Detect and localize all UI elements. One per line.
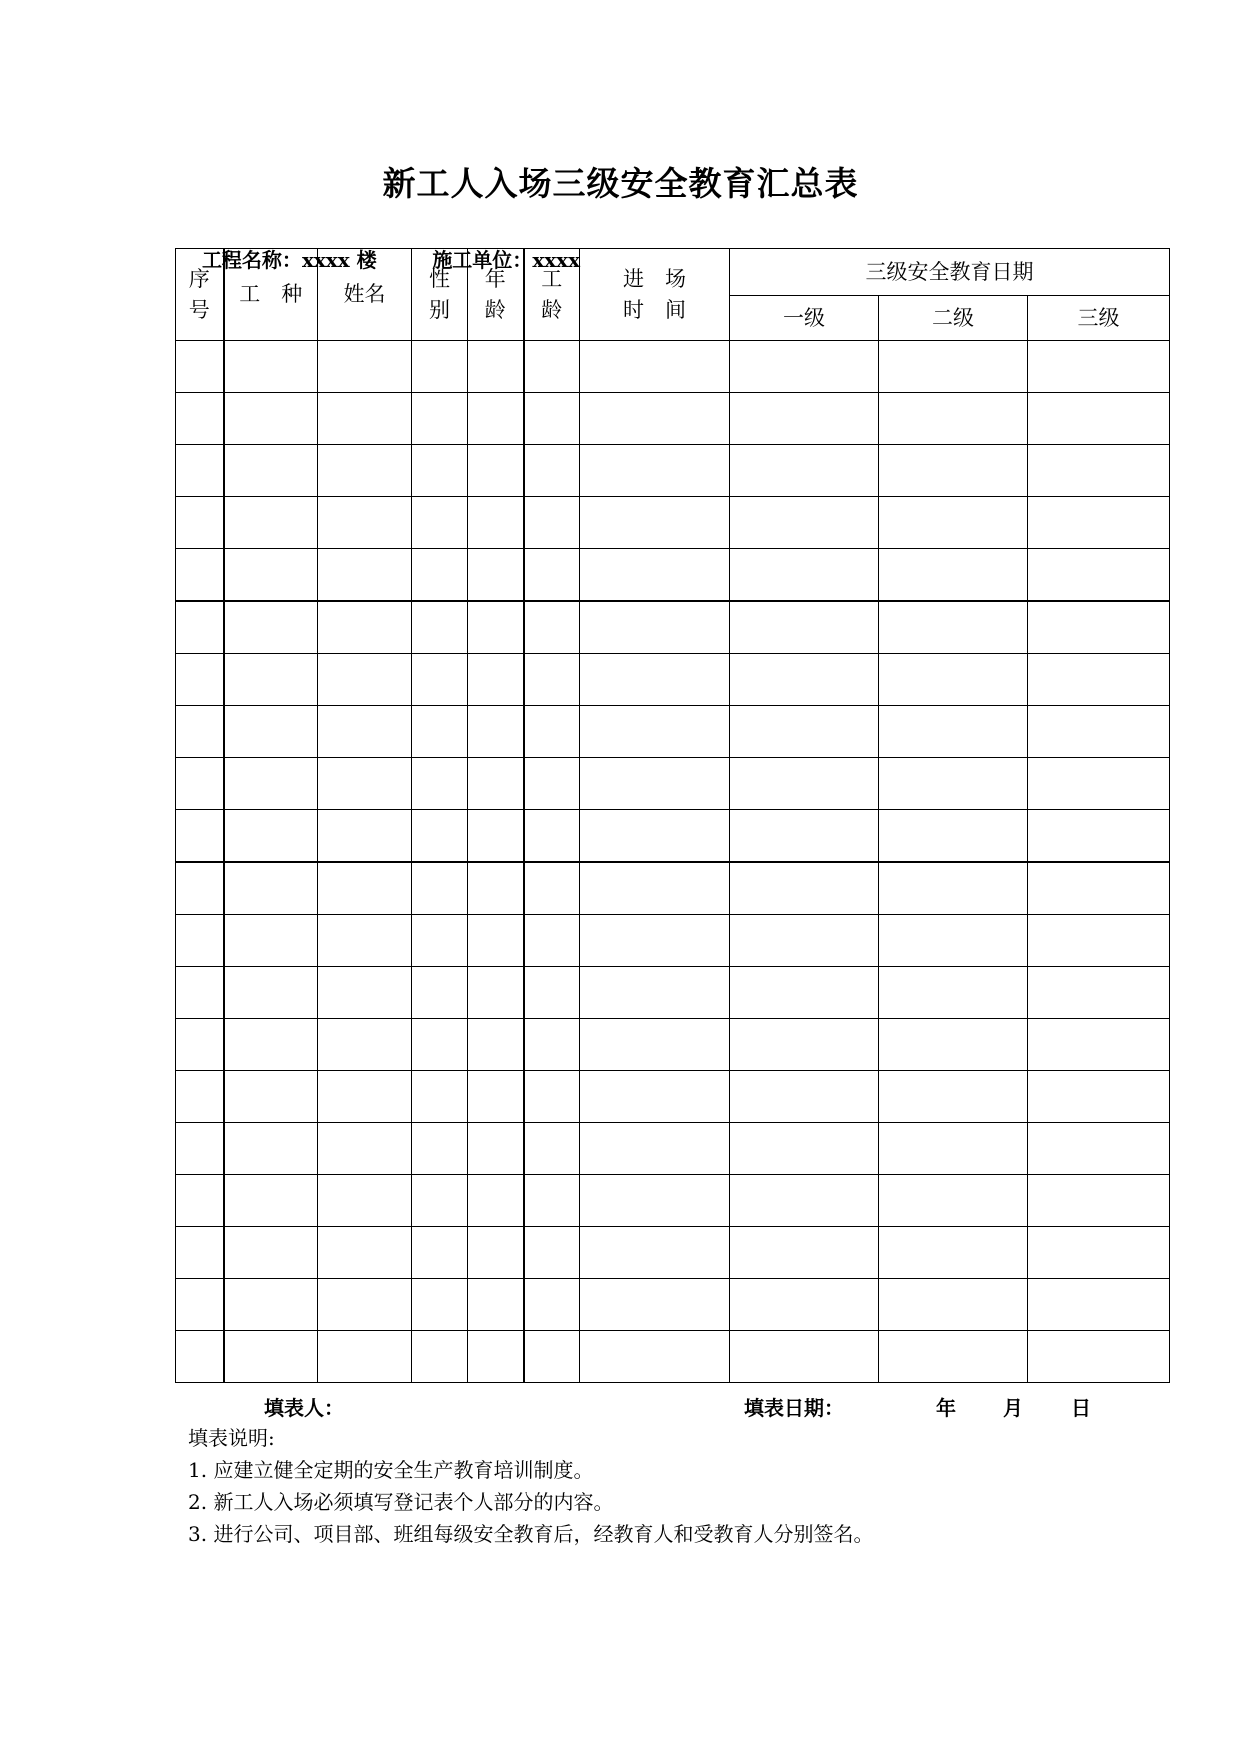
table-cell[interactable] [879,915,1028,967]
table-cell[interactable] [412,758,468,810]
table-cell[interactable] [730,1123,879,1175]
table-cell[interactable] [176,497,224,549]
header-trade: 工 种 [224,249,318,341]
table-cell[interactable] [176,1331,224,1383]
table-cell[interactable] [730,549,879,602]
table-cell[interactable] [580,706,730,758]
table-cell[interactable] [524,393,580,445]
table-cell[interactable] [730,497,879,549]
education-summary-table [175,248,1170,1383]
table-cell[interactable] [730,1279,879,1331]
table-cell[interactable] [224,706,318,758]
table-cell[interactable] [730,967,879,1019]
table-cell[interactable] [318,601,412,654]
table-cell[interactable] [412,393,468,445]
project-name-value: xxxx 楼 [301,248,377,272]
table-cell[interactable] [524,1123,580,1175]
table-cell[interactable] [468,1227,524,1279]
table-cell[interactable] [730,758,879,810]
table-cell[interactable] [879,1227,1028,1279]
table-cell[interactable] [524,758,580,810]
table-cell[interactable] [524,915,580,967]
table-cell[interactable] [1028,497,1170,549]
table-cell[interactable] [224,1071,318,1123]
table-cell[interactable] [524,1019,580,1071]
table-cell[interactable] [224,862,318,915]
table-cell[interactable] [176,1071,224,1123]
table-cell[interactable] [524,1279,580,1331]
table-cell[interactable] [176,601,224,654]
table-cell[interactable] [468,810,524,863]
table-cell[interactable] [730,1019,879,1071]
table-row [176,549,1170,602]
table-cell[interactable] [730,810,879,863]
table-cell[interactable] [1028,1279,1170,1331]
table-cell[interactable] [412,810,468,863]
table-cell[interactable] [580,393,730,445]
table-cell[interactable] [318,445,412,497]
note-item: 2. 新工人入场必须填写登记表个人部分的内容。 [188,1490,614,1514]
table-body [176,341,1170,1383]
table-cell[interactable] [176,967,224,1019]
table-cell[interactable] [176,1279,224,1331]
table-cell[interactable] [412,967,468,1019]
table-cell[interactable] [1028,967,1170,1019]
table-cell[interactable] [524,654,580,706]
table-cell[interactable] [580,549,730,602]
table-cell[interactable] [224,1175,318,1227]
table-row [176,706,1170,758]
table-cell[interactable] [224,393,318,445]
table-row [176,341,1170,393]
notes-heading: 填表说明: [188,1426,275,1450]
header-gender: 性 别 [412,249,468,341]
table-cell[interactable] [224,445,318,497]
table-cell[interactable] [468,654,524,706]
table-cell[interactable] [412,1019,468,1071]
table-cell[interactable] [580,1175,730,1227]
table-cell[interactable] [224,810,318,863]
table-cell[interactable] [524,341,580,393]
table-cell[interactable] [524,706,580,758]
table-cell[interactable] [176,706,224,758]
header-entry-time: 进 场 时 间 [580,249,730,341]
table-cell[interactable] [879,706,1028,758]
table-cell[interactable] [468,601,524,654]
table-cell[interactable] [176,1227,224,1279]
table-cell[interactable] [468,758,524,810]
table-cell[interactable] [468,1175,524,1227]
table-cell[interactable] [224,1279,318,1331]
table-cell[interactable] [730,341,879,393]
header-level-2: 二级 [879,296,1028,341]
table-cell[interactable] [580,1227,730,1279]
table-cell[interactable] [318,1019,412,1071]
table-cell[interactable] [224,1331,318,1383]
table-cell[interactable] [1028,445,1170,497]
table-cell[interactable] [468,1123,524,1175]
date-year-label: 年 [936,1396,956,1420]
table-cell[interactable] [524,1175,580,1227]
table-cell[interactable] [176,341,224,393]
table-cell[interactable] [879,445,1028,497]
table-cell[interactable] [580,967,730,1019]
fill-date-label: 填表日期： [744,1396,844,1420]
table-cell[interactable] [468,393,524,445]
table-cell[interactable] [224,967,318,1019]
table-cell[interactable] [580,497,730,549]
table-cell[interactable] [580,1019,730,1071]
table-cell[interactable] [468,1071,524,1123]
table-cell[interactable] [468,706,524,758]
table-cell[interactable] [224,497,318,549]
table-cell[interactable] [1028,1123,1170,1175]
table-cell[interactable] [1028,1175,1170,1227]
table-cell[interactable] [318,1279,412,1331]
table-cell[interactable] [1028,915,1170,967]
table-cell[interactable] [176,862,224,915]
table-cell[interactable] [468,967,524,1019]
project-name-label: 工程名称： [201,248,302,272]
table-cell[interactable] [224,601,318,654]
table-cell[interactable] [468,549,524,602]
table-cell[interactable] [730,1331,879,1383]
table-cell[interactable] [224,758,318,810]
table-cell[interactable] [224,1227,318,1279]
construction-unit-value: xxxx [532,248,581,272]
table-cell[interactable] [580,341,730,393]
table-cell[interactable] [318,967,412,1019]
table-cell[interactable] [730,601,879,654]
table-cell[interactable] [879,1123,1028,1175]
table-cell[interactable] [580,915,730,967]
table-cell[interactable] [176,810,224,863]
table-cell[interactable] [1028,862,1170,915]
table-cell[interactable] [318,1331,412,1383]
date-day-label: 日 [1071,1396,1091,1420]
table-cell[interactable] [412,915,468,967]
table-cell[interactable] [879,1279,1028,1331]
table-cell[interactable] [879,393,1028,445]
table-cell[interactable] [580,810,730,863]
table-cell[interactable] [176,758,224,810]
table-cell[interactable] [580,1071,730,1123]
table-cell[interactable] [412,1227,468,1279]
table-cell[interactable] [412,706,468,758]
table-cell[interactable] [879,601,1028,654]
table-cell[interactable] [879,549,1028,602]
table-row [176,862,1170,915]
table-cell[interactable] [580,445,730,497]
table-cell[interactable] [879,341,1028,393]
table-row [176,393,1170,445]
table-cell[interactable] [1028,341,1170,393]
table-cell[interactable] [224,1123,318,1175]
table-cell[interactable] [318,706,412,758]
table-cell[interactable] [468,497,524,549]
table-cell[interactable] [580,1123,730,1175]
table-cell[interactable] [1028,1227,1170,1279]
table-cell[interactable] [1028,1071,1170,1123]
table-cell[interactable] [1028,810,1170,863]
table-cell[interactable] [730,1071,879,1123]
table-cell[interactable] [879,1175,1028,1227]
table-cell[interactable] [468,341,524,393]
table-cell[interactable] [524,1071,580,1123]
table-cell[interactable] [730,393,879,445]
table-cell[interactable] [468,915,524,967]
table-cell[interactable] [730,1175,879,1227]
table-cell[interactable] [1028,1019,1170,1071]
table-cell[interactable] [412,549,468,602]
table-row [176,654,1170,706]
table-cell[interactable] [318,1123,412,1175]
table-cell[interactable] [412,1175,468,1227]
header-education-dates: 三级安全教育日期 [730,249,1170,296]
construction-unit-label: 施工单位： [432,248,533,272]
table-cell[interactable] [318,497,412,549]
table-cell[interactable] [879,1019,1028,1071]
table-row [176,1019,1170,1071]
table-row [176,810,1170,863]
table-cell[interactable] [879,810,1028,863]
note-item: 1. 应建立健全定期的安全生产教育培训制度。 [188,1458,594,1482]
table-cell[interactable] [318,1071,412,1123]
table-cell[interactable] [524,1331,580,1383]
table-cell[interactable] [730,445,879,497]
table-cell[interactable] [580,1331,730,1383]
table-row [176,915,1170,967]
table-cell[interactable] [1028,758,1170,810]
table-cell[interactable] [412,601,468,654]
table-cell[interactable] [468,1331,524,1383]
table-cell[interactable] [412,654,468,706]
table-cell[interactable] [318,862,412,915]
table-cell[interactable] [468,445,524,497]
table-cell[interactable] [318,810,412,863]
filler-label: 填表人： [264,1396,344,1420]
table-cell[interactable] [224,1019,318,1071]
header-seq: 序 号 [176,249,224,341]
table-cell[interactable] [879,1331,1028,1383]
table-cell[interactable] [1028,393,1170,445]
table-cell[interactable] [1028,601,1170,654]
table-cell[interactable] [1028,654,1170,706]
table-cell[interactable] [412,862,468,915]
table-cell[interactable] [412,1123,468,1175]
table-cell[interactable] [176,549,224,602]
table-cell[interactable] [524,810,580,863]
table-cell[interactable] [730,654,879,706]
table-row [176,1331,1170,1383]
table-cell[interactable] [524,549,580,602]
table-cell[interactable] [580,1279,730,1331]
header-name: 姓名 [318,249,412,341]
table-cell[interactable] [524,967,580,1019]
table-cell[interactable] [524,601,580,654]
table-cell[interactable] [176,445,224,497]
table-cell[interactable] [730,1227,879,1279]
table-cell[interactable] [730,915,879,967]
table-cell[interactable] [468,1019,524,1071]
table-cell[interactable] [176,1175,224,1227]
table-row [176,1123,1170,1175]
table-cell[interactable] [412,341,468,393]
table-cell[interactable] [879,862,1028,915]
table-cell[interactable] [176,915,224,967]
table-cell[interactable] [224,341,318,393]
table-cell[interactable] [412,1071,468,1123]
table-cell[interactable] [730,862,879,915]
table-row [176,445,1170,497]
table-cell[interactable] [412,1279,468,1331]
header-row [176,249,1170,296]
table-cell[interactable] [879,497,1028,549]
header-work-years: 工 龄 [524,249,580,341]
table-cell[interactable] [468,1279,524,1331]
table-cell[interactable] [580,758,730,810]
date-month-label: 月 [1003,1396,1023,1420]
table-cell[interactable] [318,1175,412,1227]
table-cell[interactable] [176,1123,224,1175]
table-row [176,967,1170,1019]
table-cell[interactable] [1028,549,1170,602]
table-cell[interactable] [412,1331,468,1383]
table-cell[interactable] [580,601,730,654]
table-cell[interactable] [318,915,412,967]
table-cell[interactable] [879,654,1028,706]
table-cell[interactable] [524,445,580,497]
table-cell[interactable] [318,1227,412,1279]
table-cell[interactable] [224,915,318,967]
table-cell[interactable] [524,862,580,915]
table-cell[interactable] [176,1019,224,1071]
table-cell[interactable] [730,706,879,758]
table-cell[interactable] [224,549,318,602]
table-cell[interactable] [224,654,318,706]
table-cell[interactable] [468,862,524,915]
header-age: 年 龄 [468,249,524,341]
table-cell[interactable] [318,549,412,602]
table-row [176,497,1170,549]
note-item: 3. 进行公司、项目部、班组每级安全教育后，经教育人和受教育人分别签名。 [188,1522,874,1546]
table-row [176,1071,1170,1123]
table-row [176,601,1170,654]
table-cell[interactable] [580,654,730,706]
table-row [176,1279,1170,1331]
table-cell[interactable] [412,497,468,549]
table-cell[interactable] [1028,1331,1170,1383]
table-cell[interactable] [176,654,224,706]
header-level-1: 一级 [730,296,879,341]
table-cell[interactable] [318,393,412,445]
table-cell[interactable] [1028,706,1170,758]
table-cell[interactable] [318,341,412,393]
table-cell[interactable] [412,445,468,497]
table-cell[interactable] [524,1227,580,1279]
table-cell[interactable] [524,497,580,549]
table-cell[interactable] [318,654,412,706]
header-level-3: 三级 [1028,296,1170,341]
table-cell[interactable] [318,758,412,810]
page-title: 新工人入场三级安全教育汇总表 [382,164,859,203]
table-row [176,758,1170,810]
table-row [176,1175,1170,1227]
table-cell[interactable] [879,967,1028,1019]
table-cell[interactable] [176,393,224,445]
table-cell[interactable] [879,758,1028,810]
table-cell[interactable] [879,1071,1028,1123]
table-cell[interactable] [580,862,730,915]
table-row [176,1227,1170,1279]
